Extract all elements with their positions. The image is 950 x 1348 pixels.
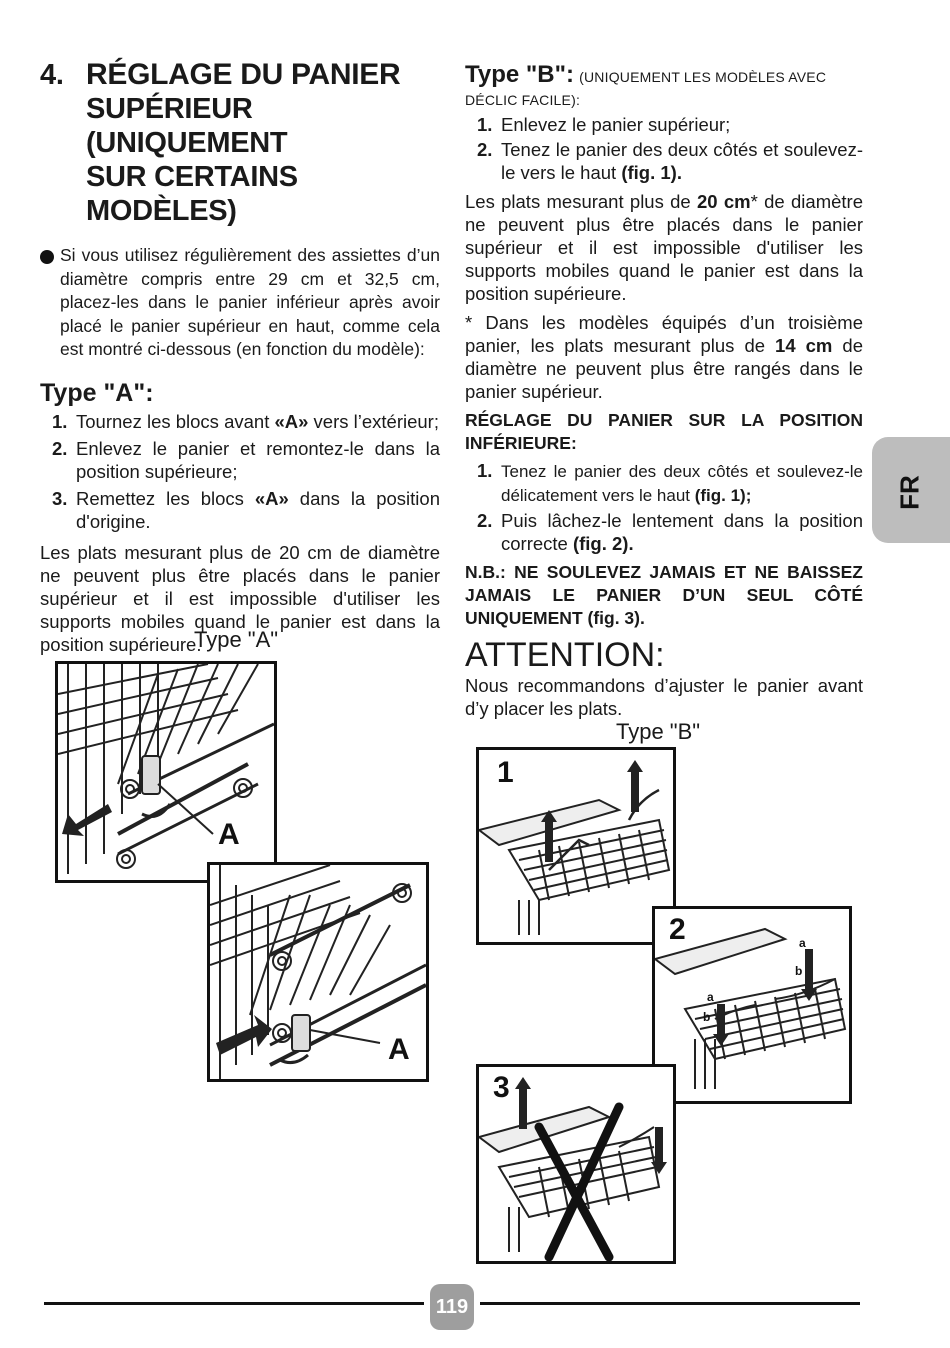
type-b-note xyxy=(465,190,863,305)
type-b-heading xyxy=(465,60,863,109)
footnote-text-end: de diamètre ne peuvent plus être rangés dans le panier supérieur. xyxy=(465,335,863,402)
step-bold: (fig. 1); xyxy=(694,486,752,505)
type-a-steps xyxy=(40,410,440,533)
step-text: Puis lâchez-le lentement dans la position correcte xyxy=(501,510,863,554)
list-item xyxy=(465,113,863,136)
section-title-line-2: SUPÉRIEUR (UNIQUEMENT xyxy=(86,93,288,159)
list-item xyxy=(465,138,863,184)
step-text-end: dans la position d'origine. xyxy=(76,487,440,532)
type-a-figure-2 xyxy=(207,862,429,1082)
section-number: 4. xyxy=(40,59,64,91)
lower-position-steps xyxy=(465,459,863,555)
step-bold: «A» xyxy=(254,487,289,509)
step-text: Enlevez le panier et remontez-le dans la position supérieure; xyxy=(76,437,440,482)
type-a-heading: Type "A": xyxy=(40,378,154,407)
type-b-steps xyxy=(465,113,863,184)
arrow-icon xyxy=(216,1015,272,1055)
step-text: Tenez le panier des deux côtés et soulevez-le vers le haut xyxy=(501,139,863,183)
language-tab xyxy=(872,437,950,543)
label-a: A xyxy=(218,818,240,851)
list-item xyxy=(465,459,863,507)
section-title-line-3: SUR CERTAINS MODÈLES) xyxy=(86,161,298,227)
step-bold: «A» xyxy=(274,410,309,432)
list-item xyxy=(40,487,440,533)
section-title xyxy=(40,58,440,228)
footnote-text: * Dans les modèles équipés d’un troisième panier, les plats mesurant plus de xyxy=(465,312,863,356)
footer-rule-right xyxy=(480,1302,860,1305)
note-text: Les plats mesurant plus de xyxy=(465,191,698,212)
list-item xyxy=(465,509,863,555)
letter-b: b xyxy=(703,1010,711,1024)
language-tab-label: FR xyxy=(894,475,925,510)
step-text: Remettez les blocs xyxy=(76,487,255,509)
step-bold: (fig. 2). xyxy=(572,533,634,554)
figure-number-1: 1 xyxy=(497,756,514,789)
bullet-dot xyxy=(40,250,54,264)
type-a-note: Les plats mesurant plus de 20 cm de diamètre ne peuvent plus être placés dans le panier supérieur et il est impossible d'utiliser les supports mobiles quand le panier est dans la position supérieure. xyxy=(40,541,440,655)
letter-a: a xyxy=(799,936,806,950)
basket-illustration xyxy=(210,865,426,1079)
figure-number-2: 2 xyxy=(669,913,686,946)
step-number: 1. xyxy=(477,114,493,135)
figure-number-3: 3 xyxy=(493,1071,510,1104)
label-a: A xyxy=(388,1033,410,1066)
type-b-caption: Type "B" xyxy=(616,719,701,744)
step-number: 1. xyxy=(477,460,493,481)
step-number: 3. xyxy=(52,487,68,509)
footer-rule-left xyxy=(44,1302,424,1305)
type-b-figure-2 xyxy=(652,906,852,1104)
type-b-heading-note: (UNIQUEMENT LES MODÈLES AVEC DÉCLIC FACILE): xyxy=(465,69,827,108)
step-text-end: vers l’extérieur; xyxy=(308,410,439,432)
arrow-up-icon xyxy=(515,1077,531,1129)
list-item xyxy=(40,437,440,483)
type-b-figure-3 xyxy=(476,1064,676,1264)
step-number: 1. xyxy=(52,410,68,432)
nb-warning: N.B.: NE SOULEVEZ JAMAIS ET NE BAISSEZ JAMAIS LE PANIER D’UN SEUL CÔTÉ UNIQUEMENT (fig. 3). xyxy=(465,562,863,628)
step-number: 2. xyxy=(477,139,493,160)
step-number: 2. xyxy=(52,437,68,459)
letter-a: a xyxy=(707,990,714,1004)
step-text: Enlevez le panier supérieur; xyxy=(501,114,731,135)
section-title-line-1: RÉGLAGE DU PANIER xyxy=(86,58,401,91)
footnote-bold: 14 cm xyxy=(775,335,833,356)
list-item xyxy=(40,410,440,433)
basket-illustration xyxy=(58,664,274,880)
intro-bullet-text: Si vous utilisez régulièrement des assiettes d’un diamètre compris entre 29 cm et 32,5 cm, placez-les dans le panier inférieur après avoir placé le panier supérieur en haut, comme cela est montré ci-dessous (en fonction du modèle): xyxy=(60,245,440,359)
letter-b: b xyxy=(795,964,803,978)
step-text: Tenez le panier des deux côtés et soulevez-le délicatement vers le haut xyxy=(501,462,863,505)
type-b-figure-1 xyxy=(476,747,676,945)
note-bold: 20 cm xyxy=(697,191,751,212)
step-text: Tournez les blocs avant xyxy=(76,410,275,432)
type-b-heading-title: Type "B": xyxy=(465,61,574,88)
step-bold: (fig. 1). xyxy=(621,162,682,183)
type-b-footnote xyxy=(465,311,863,403)
type-a-caption: Type "A" xyxy=(194,627,279,652)
attention-text: Nous recommandons d’ajuster le panier avant d’y placer les plats. xyxy=(465,675,863,719)
step-number: 2. xyxy=(477,510,493,531)
note-text-end: * de diamètre ne peuvent plus être placés dans le panier supérieur et il est impossible d'utiliser les supports mobiles quand le panier est dans la position supérieure. xyxy=(465,191,863,304)
lower-position-heading: RÉGLAGE DU PANIER SUR LA POSITION INFÉRIEURE: xyxy=(465,410,863,453)
attention-title: ATTENTION: xyxy=(465,636,665,674)
type-a-figure-1 xyxy=(55,661,277,883)
page-number: 119 xyxy=(430,1284,474,1330)
intro-bullet xyxy=(40,244,440,362)
